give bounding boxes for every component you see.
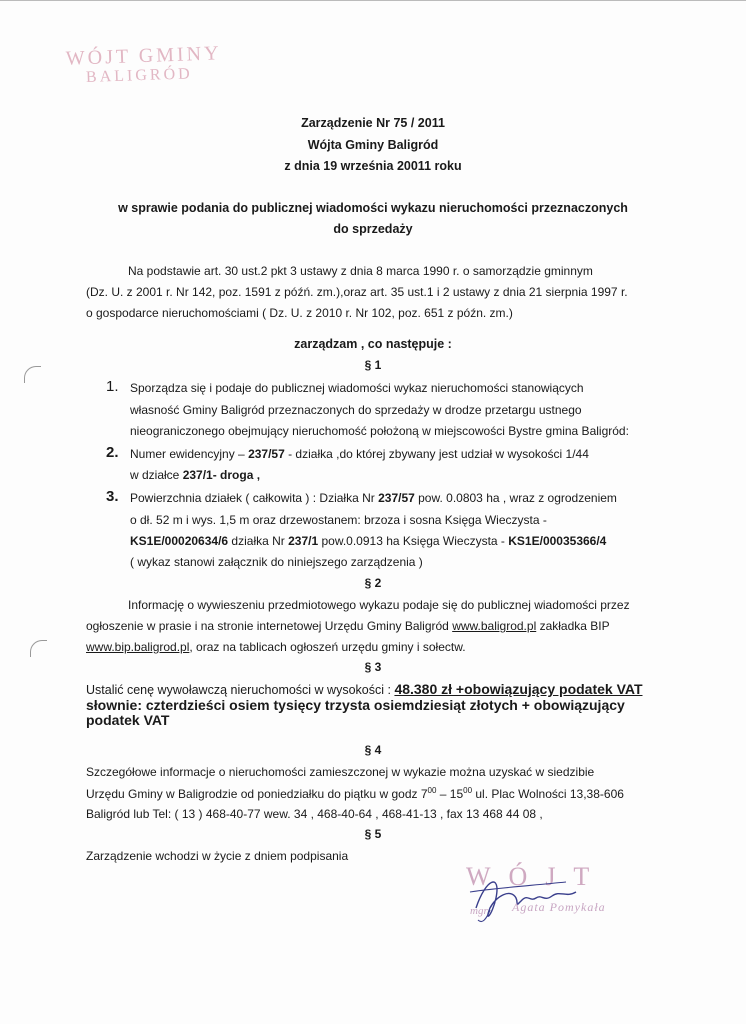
signature-title: mgr bbox=[470, 905, 488, 917]
doc-date: z dnia 19 września 20011 roku bbox=[284, 159, 462, 173]
stamp-line-1: WÓJT GMINY bbox=[65, 42, 222, 70]
para-4-line-3: Baligród lub Tel: ( 13 ) 468-40-77 wew. 34 , 468-40-64 , 468-41-13 , fax 13 468 44 08 , bbox=[86, 807, 543, 821]
handwritten-signature bbox=[456, 868, 606, 928]
decree-heading: zarządzam , co następuje : bbox=[294, 337, 452, 351]
para-2-line-3: www.bip.baligrod.pl, oraz na tablicach ogłoszeń urzędu gminy i sołectw. bbox=[86, 640, 466, 654]
section-5-heading: § 5 bbox=[364, 827, 382, 841]
preamble-line-3: o gospodarce nieruchomościami ( Dz. U. z 2010 r. Nr 102, poz. 651 z późn. zm.) bbox=[86, 306, 513, 320]
preamble-line-1: Na podstawie art. 30 ust.2 pkt 3 ustawy z dnia 8 marca 1990 r. o samorządzie gminnym bbox=[128, 264, 593, 278]
item-3-line-3: KS1E/00020634/6 działka Nr 237/1 pow.0.0913 ha Księga Wieczysta - KS1E/00035366/4 bbox=[130, 534, 607, 548]
section-2-heading: § 2 bbox=[364, 576, 382, 590]
margin-punch-mark-2 bbox=[30, 640, 47, 657]
doc-subject-line-2: do sprzedaży bbox=[333, 222, 413, 236]
para-5-text: Zarządzenie wchodzi w życie z dniem podpisania bbox=[86, 849, 349, 863]
price-amount: 48.380 zł +obowiązujący podatek VAT bbox=[394, 681, 643, 697]
para-2-line-1: Informację o wywieszeniu przedmiotowego wykazu podaje się do publicznej wiadomości przez bbox=[128, 598, 630, 612]
item-1-number: 1. bbox=[106, 378, 119, 395]
item-1-line-2: własność Gminy Baligród przeznaczonych do sprzedaży w drodze przetargu ustnego bbox=[130, 403, 582, 417]
para-4-line-2: Urzędu Gminy w Baligrodzie od poniedziałku do piątku w godz $7^{00} - 15^{00}$ ul. Plac Wolności 13,38-606 bbox=[86, 786, 624, 801]
margin-punch-mark bbox=[24, 366, 41, 383]
item-3-number: 3. bbox=[106, 488, 119, 505]
item-3-line-4: ( wykaz stanowi załącznik do niniejszego zarządzenia ) bbox=[130, 555, 423, 569]
item-1-line-1: Sporządza się i podaje do publicznej wiadomości wykaz nieruchomości stanowiących bbox=[130, 381, 584, 395]
doc-subject-line-1: w sprawie podania do publicznej wiadomości wykazu nieruchomości przeznaczonych bbox=[118, 201, 628, 215]
para-2-line-2: ogłoszenie w prasie i na stronie internetowej Urzędu Gminy Baligród www.baligrod.pl zakładka BIP bbox=[86, 619, 610, 633]
signature-stamp: WÓJT bbox=[466, 862, 608, 891]
doc-title: Zarządzenie Nr 75 / 2011 bbox=[301, 116, 445, 130]
page-top-edge bbox=[0, 0, 746, 1]
item-1-line-3: nieograniczonego obejmujący nieruchomość położoną w miejscowości Bystre gmina Baligród: bbox=[130, 424, 629, 438]
website-link[interactable]: www.baligrod.pl bbox=[452, 619, 537, 633]
doc-issuer: Wójta Gminy Baligród bbox=[307, 138, 439, 152]
bip-link[interactable]: www.bip.baligrod.pl bbox=[86, 640, 190, 654]
para-4-line-1: Szczegółowe informacje o nieruchomości zamieszczonej w wykazie można uzyskać w siedzibie bbox=[86, 765, 595, 779]
office-stamp-top bbox=[63, 43, 224, 89]
item-2-line-2: w działce 237/1- droga , bbox=[130, 468, 261, 482]
item-2-line-1: Numer ewidencyjny – 237/57 - działka ,do której zbywany jest udział w wysokości 1/44 bbox=[130, 447, 589, 461]
preamble-line-2: (Dz. U. z 2001 r. Nr 142, poz. 1591 z późń. zm.),oraz art. 35 ust.1 i 2 ustawy z dnia 21 sierpnia 1997 r. bbox=[86, 285, 628, 299]
section-4-heading: § 4 bbox=[364, 743, 382, 757]
section-3-heading: § 3 bbox=[364, 660, 382, 674]
item-3-line-1: Powierzchnia działek ( całkowita ) : Działka Nr 237/57 pow. 0.0803 ha , wraz z ogrodzeniem bbox=[130, 491, 617, 505]
section-1-heading: § 1 bbox=[364, 358, 382, 372]
para-3-line-3: podatek VAT bbox=[86, 712, 170, 728]
stamp-line-2: BALIGRÓD bbox=[85, 65, 193, 87]
item-3-line-2: o dł. 52 m i wys. 1,5 m oraz drzewostanem: brzoza i sosna Księga Wieczysta - bbox=[130, 513, 547, 527]
para-3-line-2: słownie: czterdzieści osiem tysięcy trzysta osiemdziesiąt złotych + obowiązujący bbox=[86, 697, 625, 713]
para-3-line-1: Ustalić cenę wywoławczą nieruchomości w wysokości : 48.380 zł +obowiązujący podatek VAT bbox=[86, 681, 643, 697]
signature-name: Agata Pomykała bbox=[512, 900, 606, 914]
item-2-number: 2. bbox=[106, 444, 119, 461]
